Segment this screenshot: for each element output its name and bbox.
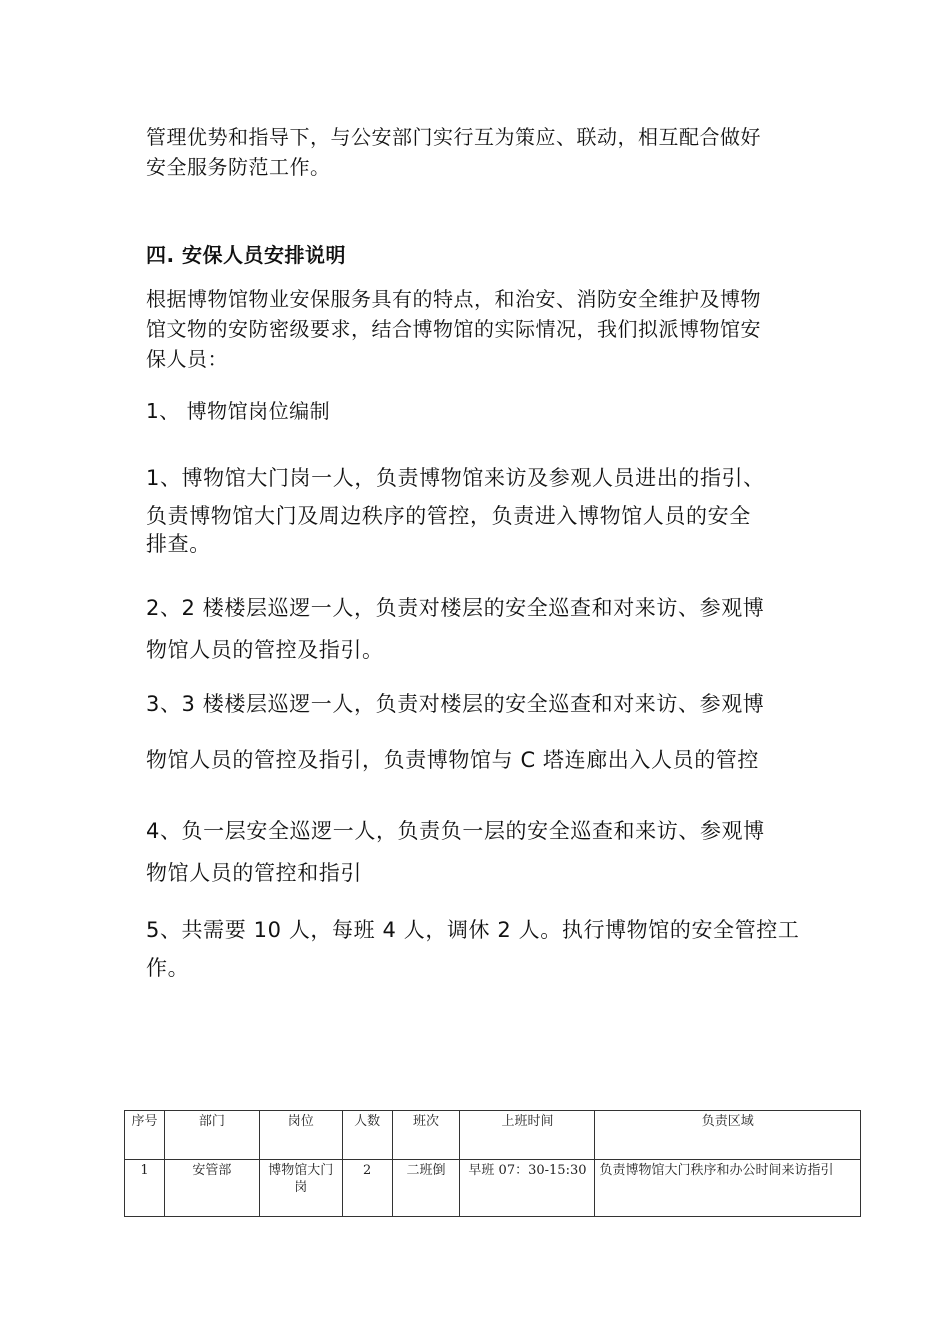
table-cell: 早班 07：30-15:30: [460, 1160, 595, 1217]
table-header-cell: 岗位: [259, 1111, 342, 1160]
list-item-line: 3、3 楼楼层巡逻一人，负责对楼层的安全巡查和对来访、参观博: [146, 692, 765, 716]
list-item: [146, 688, 816, 776]
table-header-cell: 班次: [392, 1111, 460, 1160]
list-item: [146, 592, 816, 666]
table-cell: 二班倒: [392, 1160, 460, 1217]
intro-line: 管理优势和指导下，与公安部门实行互为策应、联动，相互配合做好: [146, 125, 761, 149]
table-cell: 博物馆大门岗: [259, 1160, 342, 1217]
list-item-line: 负责博物馆大门及周边秩序的管控，负责进入博物馆人员的安全: [146, 504, 751, 528]
list-item-line: 4、负一层安全巡逻一人，负责负一层的安全巡查和来访、参观博: [146, 819, 765, 843]
list-item: [146, 815, 816, 889]
list-item-line: 物馆人员的管控及指引。: [146, 638, 384, 662]
section-line: 馆文物的安防密级要求，结合博物馆的实际情况，我们拟派博物馆安: [146, 317, 761, 341]
list-item-line: 5、共需要 10 人，每班 4 人，调休 2 人。执行博物馆的安全管控工: [146, 918, 800, 942]
table-cell: 安管部: [164, 1160, 259, 1217]
table-cell: 1: [125, 1160, 165, 1217]
table-header-cell: 部门: [164, 1111, 259, 1160]
table-header-row: [125, 1111, 861, 1160]
section-heading: 四. 安保人员安排说明: [146, 243, 347, 267]
table-cell: 2: [342, 1160, 392, 1217]
list-item-line: 物馆人员的管控及指引，负责博物馆与 C 塔连廊出入人员的管控: [146, 748, 760, 772]
list-item: [146, 462, 816, 558]
table-header-cell: 负责区域: [595, 1111, 861, 1160]
list-item-line: 1、博物馆大门岗一人，负责博物馆来访及参观人员进出的指引、: [146, 466, 765, 490]
intro-line: 安全服务防范工作。: [146, 155, 331, 179]
staffing-table: [124, 1110, 861, 1217]
subheading: 1、 博物馆岗位编制: [146, 399, 331, 423]
section-paragraph: [146, 284, 816, 374]
table-header-cell: 上班时间: [460, 1111, 595, 1160]
list-item-line: 2、2 楼楼层巡逻一人，负责对楼层的安全巡查和对来访、参观博: [146, 596, 765, 620]
table-header-cell: 人数: [342, 1111, 392, 1160]
list-item-line: 排查。: [146, 532, 211, 556]
table-header-cell: 序号: [125, 1111, 165, 1160]
list-item-line: 物馆人员的管控和指引: [146, 861, 362, 885]
section-line: 保人员：: [146, 347, 228, 371]
list-item-line: 作。: [146, 956, 190, 980]
list-item: [146, 914, 816, 984]
table-row: [125, 1160, 861, 1217]
table-cell: 负责博物馆大门秩序和办公时间来访指引: [595, 1160, 861, 1217]
section-line: 根据博物馆物业安保服务具有的特点，和治安、消防安全维护及博物: [146, 287, 761, 311]
intro-paragraph: [146, 122, 816, 182]
